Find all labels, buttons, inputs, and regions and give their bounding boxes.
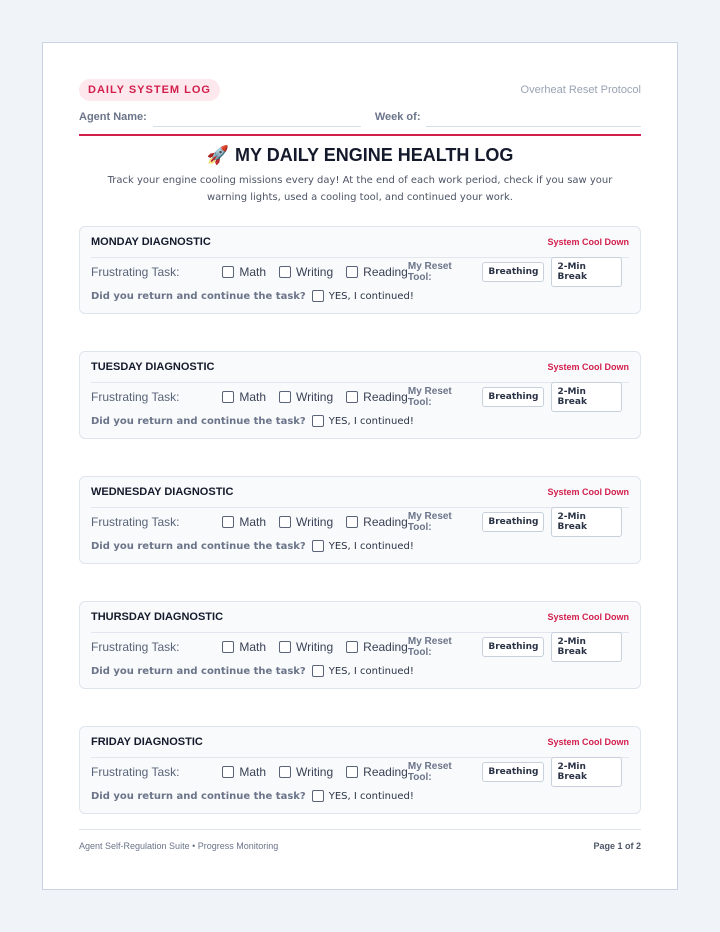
option-label: Math (239, 515, 267, 529)
breathing-button[interactable]: Breathing (482, 262, 544, 282)
checkbox[interactable] (312, 540, 324, 552)
option-writing[interactable] (279, 265, 333, 279)
two-min-break-button[interactable]: 2-Min Break (551, 757, 622, 787)
return-row (91, 536, 629, 556)
day-card-1 (79, 351, 641, 439)
return-question: Did you return and continue the task? (91, 415, 306, 427)
footer-suite-label: Agent Self-Regulation Suite • Progress Monitoring (79, 841, 279, 851)
option-reading[interactable] (346, 640, 408, 654)
day-title: TUESDAY DIAGNOSTIC (91, 361, 215, 373)
option-writing[interactable] (279, 515, 333, 529)
option-writing[interactable] (279, 640, 333, 654)
option-reading[interactable] (346, 515, 408, 529)
week-label: Week of: (374, 111, 421, 123)
continued-option[interactable] (312, 290, 414, 302)
day-card-header (91, 727, 629, 758)
return-row (91, 786, 629, 806)
week-field[interactable] (426, 109, 641, 127)
day-card-header (91, 602, 629, 633)
option-label: Math (239, 265, 267, 279)
two-min-break-button[interactable]: 2-Min Break (551, 382, 622, 412)
option-label: Writing (296, 765, 334, 779)
option-math[interactable] (222, 265, 266, 279)
breathing-button[interactable]: Breathing (482, 387, 544, 407)
meta-row (79, 107, 641, 127)
return-question: Did you return and continue the task? (91, 540, 306, 552)
day-card-header (91, 477, 629, 508)
continued-option[interactable] (312, 415, 414, 427)
checkbox[interactable] (279, 516, 291, 528)
checkbox[interactable] (346, 766, 358, 778)
cool-down-status: System Cool Down (547, 612, 629, 622)
reset-tool-label: My Reset Tool: (407, 511, 452, 533)
option-label: Reading (363, 765, 408, 779)
checkbox[interactable] (222, 641, 234, 653)
day-title: WEDNESDAY DIAGNOSTIC (91, 486, 234, 498)
option-label: Writing (296, 265, 334, 279)
option-math[interactable] (222, 390, 266, 404)
task-row (91, 508, 629, 536)
option-label: Math (239, 765, 267, 779)
option-label: Reading (363, 390, 408, 404)
task-row (91, 258, 629, 286)
agent-name-label: Agent Name: (79, 111, 147, 123)
page-title (79, 145, 641, 166)
option-math[interactable] (222, 640, 266, 654)
day-card-0 (79, 226, 641, 314)
continued-label: YES, I continued! (328, 790, 414, 802)
continued-option[interactable] (312, 790, 414, 802)
two-min-break-button[interactable]: 2-Min Break (551, 632, 622, 662)
reset-tool-label: My Reset Tool: (407, 386, 452, 408)
agent-name-field[interactable] (153, 109, 361, 127)
checkbox[interactable] (222, 516, 234, 528)
option-label: Writing (296, 515, 334, 529)
protocol-label: Overheat Reset Protocol (520, 84, 641, 96)
checkbox[interactable] (346, 391, 358, 403)
option-label: Reading (363, 265, 408, 279)
task-row (91, 383, 629, 411)
checkbox[interactable] (312, 790, 324, 802)
option-label: Writing (296, 640, 334, 654)
return-row (91, 661, 629, 681)
frustrating-task-label: Frustrating Task: (91, 640, 180, 654)
cool-down-status: System Cool Down (547, 487, 629, 497)
frustrating-task-label: Frustrating Task: (91, 265, 180, 279)
checkbox[interactable] (279, 266, 291, 278)
two-min-break-button[interactable]: 2-Min Break (551, 507, 622, 537)
option-label: Writing (296, 390, 334, 404)
continued-option[interactable] (312, 540, 414, 552)
option-label: Math (239, 640, 267, 654)
page-number: Page 1 of 2 (593, 841, 641, 851)
task-row (91, 758, 629, 786)
day-card-2 (79, 476, 641, 564)
checkbox[interactable] (346, 266, 358, 278)
footer (79, 841, 641, 851)
checkbox[interactable] (312, 415, 324, 427)
option-math[interactable] (222, 515, 266, 529)
option-label: Math (239, 390, 267, 404)
checkbox[interactable] (279, 766, 291, 778)
day-card-4 (79, 726, 641, 814)
checkbox[interactable] (222, 266, 234, 278)
rocket-icon: 🚀 (206, 145, 230, 165)
day-card-3 (79, 601, 641, 689)
continued-label: YES, I continued! (328, 415, 414, 427)
option-label: Reading (363, 640, 408, 654)
intro-text: Track your engine cooling missions every day! At the end of each work period, check if you saw your warning lights, used a cooling tool, and continued your work. (107, 175, 613, 203)
frustrating-task-label: Frustrating Task: (91, 765, 180, 779)
header-row (79, 79, 641, 101)
continued-label: YES, I continued! (328, 665, 414, 677)
checkbox[interactable] (346, 516, 358, 528)
checkbox[interactable] (279, 391, 291, 403)
daily-log-badge: DAILY SYSTEM LOG (79, 79, 220, 101)
page-title-text: MY DAILY ENGINE HEALTH LOG (235, 145, 514, 165)
footer-divider (79, 829, 641, 830)
checkbox[interactable] (222, 391, 234, 403)
option-label: Reading (363, 515, 408, 529)
day-card-header (91, 227, 629, 258)
option-reading[interactable] (346, 390, 408, 404)
reset-tool-label: My Reset Tool: (407, 761, 452, 783)
reset-tool-label: My Reset Tool: (407, 636, 452, 658)
frustrating-task-label: Frustrating Task: (91, 515, 180, 529)
option-reading[interactable] (346, 265, 408, 279)
breathing-button[interactable]: Breathing (482, 762, 544, 782)
return-row (91, 411, 629, 431)
return-question: Did you return and continue the task? (91, 790, 306, 802)
continued-label: YES, I continued! (328, 540, 414, 552)
checkbox[interactable] (279, 641, 291, 653)
cool-down-status: System Cool Down (547, 237, 629, 247)
day-title: FRIDAY DIAGNOSTIC (91, 736, 203, 748)
continued-label: YES, I continued! (328, 290, 414, 302)
breathing-button[interactable]: Breathing (482, 512, 544, 532)
worksheet-page (42, 42, 678, 890)
checkbox[interactable] (222, 766, 234, 778)
two-min-break-button[interactable]: 2-Min Break (551, 257, 622, 287)
option-writing[interactable] (279, 765, 333, 779)
checkbox[interactable] (312, 290, 324, 302)
option-reading[interactable] (346, 765, 408, 779)
cool-down-status: System Cool Down (547, 737, 629, 747)
cool-down-status: System Cool Down (547, 362, 629, 372)
option-writing[interactable] (279, 390, 333, 404)
reset-tool-label: My Reset Tool: (407, 261, 452, 283)
header-divider (79, 134, 641, 136)
checkbox[interactable] (346, 641, 358, 653)
task-row (91, 633, 629, 661)
continued-option[interactable] (312, 665, 414, 677)
return-question: Did you return and continue the task? (91, 665, 306, 677)
frustrating-task-label: Frustrating Task: (91, 390, 180, 404)
day-card-header (91, 352, 629, 383)
breathing-button[interactable]: Breathing (482, 637, 544, 657)
option-math[interactable] (222, 765, 266, 779)
return-question: Did you return and continue the task? (91, 290, 306, 302)
day-title: MONDAY DIAGNOSTIC (91, 236, 211, 248)
return-row (91, 286, 629, 306)
checkbox[interactable] (312, 665, 324, 677)
day-title: THURSDAY DIAGNOSTIC (91, 611, 224, 623)
